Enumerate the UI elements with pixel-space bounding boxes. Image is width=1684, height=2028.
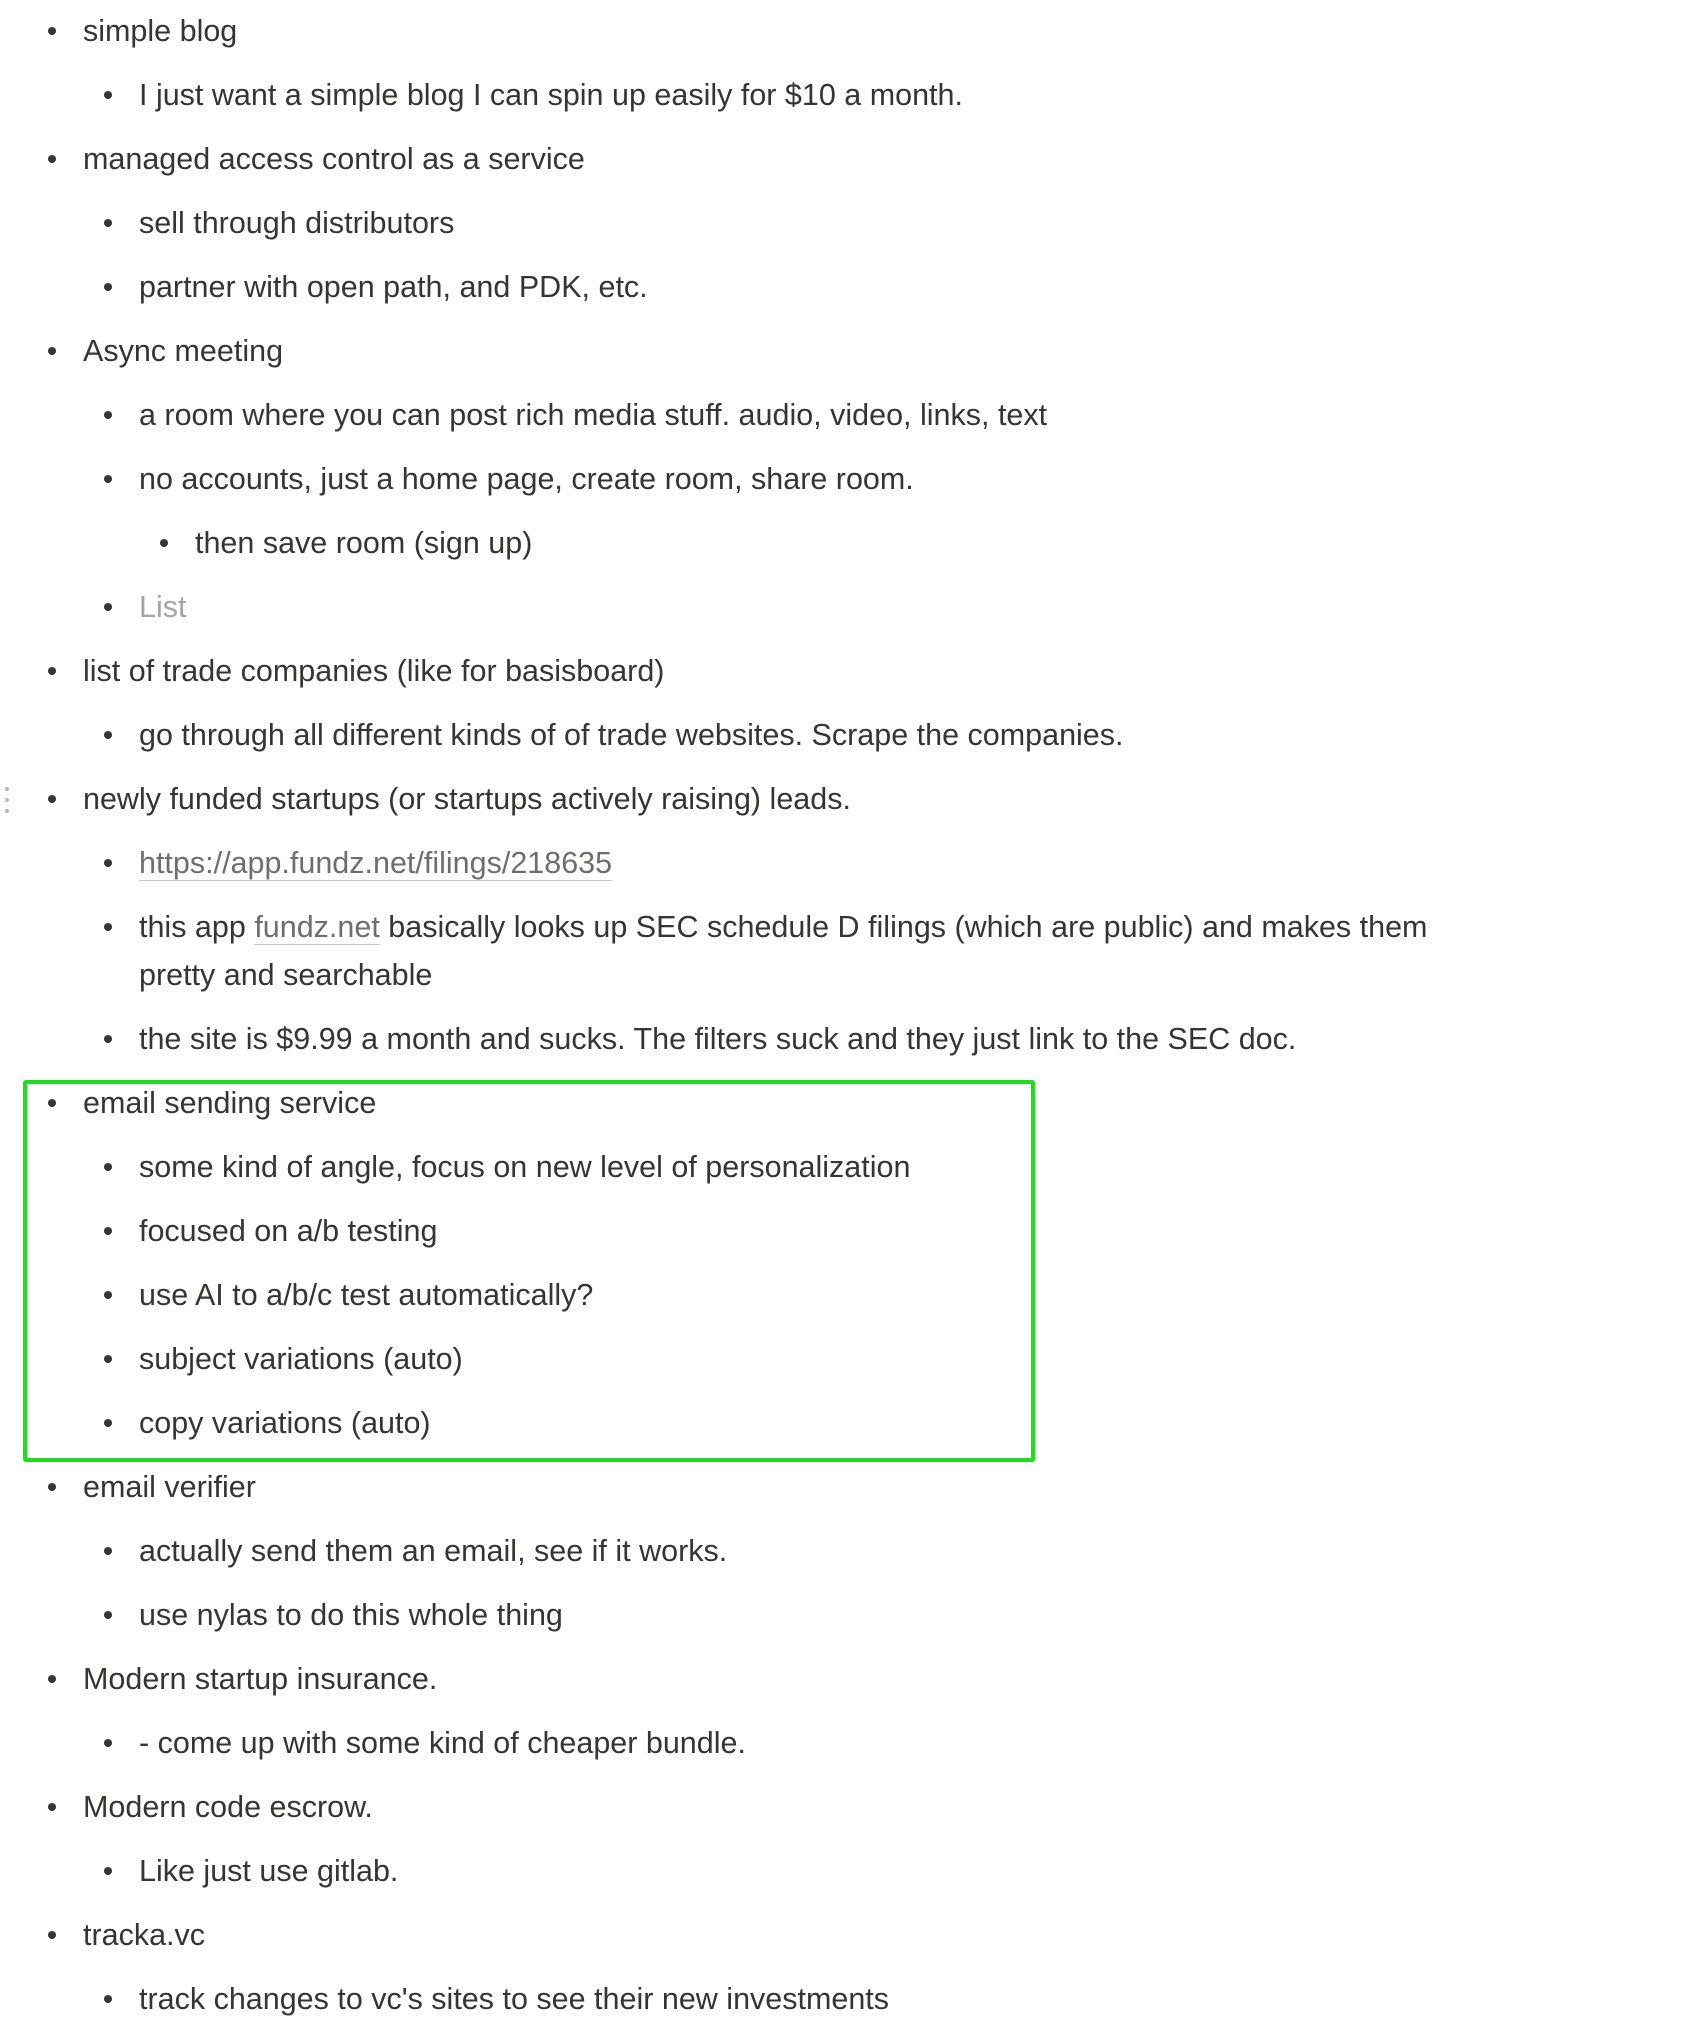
item-text[interactable]: email sending service	[83, 1086, 377, 1120]
item-text-before: this app	[139, 910, 255, 944]
item-text[interactable]: subject variations (auto)	[139, 1342, 463, 1376]
bullet-icon	[104, 475, 112, 483]
bullet-icon	[104, 1291, 112, 1299]
bullet-item[interactable]	[0, 1463, 256, 1511]
bullet-icon	[104, 1547, 112, 1555]
bullet-icon	[48, 155, 56, 163]
bullet-icon	[104, 283, 112, 291]
bullet-icon	[104, 859, 112, 867]
item-text[interactable]: Modern code escrow.	[83, 1790, 373, 1824]
bullet-item[interactable]	[0, 1335, 463, 1383]
bullet-icon	[104, 91, 112, 99]
bullet-item[interactable]	[0, 519, 532, 567]
bullet-icon	[104, 731, 112, 739]
item-text-after: basically looks up SEC schedule D filings (which are public) and makes them pretty and searchable	[139, 910, 1428, 992]
bullet-icon	[48, 347, 56, 355]
bullet-icon	[104, 1163, 112, 1171]
bullet-icon	[104, 1995, 112, 2003]
item-text[interactable]: copy variations (auto)	[139, 1406, 431, 1440]
bullet-item[interactable]	[0, 455, 914, 503]
bullet-item[interactable]	[0, 199, 454, 247]
item-text[interactable]: simple blog	[83, 14, 238, 48]
fundz-filing-link[interactable]: https://app.fundz.net/filings/218635	[139, 846, 613, 880]
bullet-icon	[48, 1099, 56, 1107]
item-text[interactable]: a room where you can post rich media stuff. audio, video, links, text	[139, 398, 1048, 432]
item-text[interactable]: no accounts, just a home page, create room, share room.	[139, 462, 914, 496]
fundz-link[interactable]: fundz.net	[254, 910, 380, 944]
bullet-item[interactable]	[0, 391, 1047, 439]
bullet-item[interactable]	[0, 1527, 727, 1575]
item-text[interactable]: Like just use gitlab.	[139, 1854, 399, 1888]
item-text[interactable]: track changes to vc's sites to see their new investments	[139, 1982, 890, 2016]
bullet-icon	[160, 539, 168, 547]
item-text[interactable]: tracka.vc	[83, 1918, 206, 1952]
item-text[interactable]: focused on a/b testing	[139, 1214, 438, 1248]
bullet-item[interactable]	[0, 135, 585, 183]
bullet-icon	[104, 1227, 112, 1235]
item-text[interactable]: go through all different kinds of of trade websites. Scrape the companies.	[139, 718, 1124, 752]
bullet-item[interactable]	[0, 263, 648, 311]
bullet-item[interactable]	[0, 647, 664, 695]
bullet-icon	[104, 1035, 112, 1043]
item-text[interactable]: managed access control as a service	[83, 142, 585, 176]
bullet-item[interactable]	[0, 1079, 376, 1127]
bullet-item[interactable]	[0, 1399, 431, 1447]
bullet-icon	[48, 1931, 56, 1939]
bullet-item[interactable]	[0, 1591, 563, 1639]
bullet-item[interactable]	[0, 839, 612, 887]
bullet-item[interactable]	[0, 7, 237, 55]
bullet-item[interactable]	[0, 1271, 593, 1319]
item-text[interactable]	[139, 910, 1427, 992]
bullet-item[interactable]	[0, 1143, 910, 1191]
bullet-item[interactable]	[0, 775, 851, 823]
bullet-item[interactable]	[0, 1847, 398, 1895]
bullet-icon	[104, 1611, 112, 1619]
bullet-item-placeholder[interactable]	[0, 583, 186, 631]
bullet-item[interactable]	[0, 903, 1479, 999]
bullet-item[interactable]	[0, 1719, 746, 1767]
item-text[interactable]: Async meeting	[83, 334, 284, 368]
bullet-icon	[104, 603, 112, 611]
bullet-icon	[48, 1675, 56, 1683]
item-text[interactable]: - come up with some kind of cheaper bundle.	[139, 1726, 746, 1760]
item-text[interactable]: I just want a simple blog I can spin up easily for $10 a month.	[139, 78, 963, 112]
item-text[interactable]: list of trade companies (like for basisboard)	[83, 654, 665, 688]
bullet-icon	[104, 923, 112, 931]
bullet-item[interactable]	[0, 1975, 889, 2023]
bullet-icon	[104, 411, 112, 419]
bullet-item[interactable]	[0, 1911, 205, 1959]
bullet-icon	[48, 1803, 56, 1811]
bullet-icon	[104, 1867, 112, 1875]
bullet-item[interactable]	[0, 711, 1124, 759]
item-text[interactable]: Modern startup insurance.	[83, 1662, 438, 1696]
item-text[interactable]: partner with open path, and PDK, etc.	[139, 270, 648, 304]
item-text[interactable]: newly funded startups (or startups actively raising) leads.	[83, 782, 851, 816]
bullet-item[interactable]	[0, 1655, 437, 1703]
item-text[interactable]: actually send them an email, see if it works.	[139, 1534, 728, 1568]
bullet-icon	[104, 1419, 112, 1427]
bullet-icon	[48, 27, 56, 35]
bullet-icon	[104, 1739, 112, 1747]
item-text[interactable]: some kind of angle, focus on new level of personalization	[139, 1150, 911, 1184]
item-text[interactable]: the site is $9.99 a month and sucks. The filters suck and they just link to the SEC doc.	[139, 1022, 1297, 1056]
bullet-icon	[48, 667, 56, 675]
bullet-icon	[48, 1483, 56, 1491]
bullet-item[interactable]	[0, 1783, 373, 1831]
bullet-item[interactable]	[0, 1207, 437, 1255]
item-text[interactable]: sell through distributors	[139, 206, 455, 240]
bullet-item[interactable]	[0, 71, 963, 119]
item-text[interactable]: use AI to a/b/c test automatically?	[139, 1278, 594, 1312]
bullet-icon	[104, 219, 112, 227]
bullet-icon	[48, 795, 56, 803]
placeholder-text[interactable]: List	[139, 590, 187, 624]
item-text[interactable]: use nylas to do this whole thing	[139, 1598, 563, 1632]
item-text[interactable]: then save room (sign up)	[195, 526, 533, 560]
bullet-item[interactable]	[0, 327, 283, 375]
bullet-item[interactable]	[0, 1015, 1296, 1063]
bullet-icon	[104, 1355, 112, 1363]
item-text[interactable]: email verifier	[83, 1470, 256, 1504]
